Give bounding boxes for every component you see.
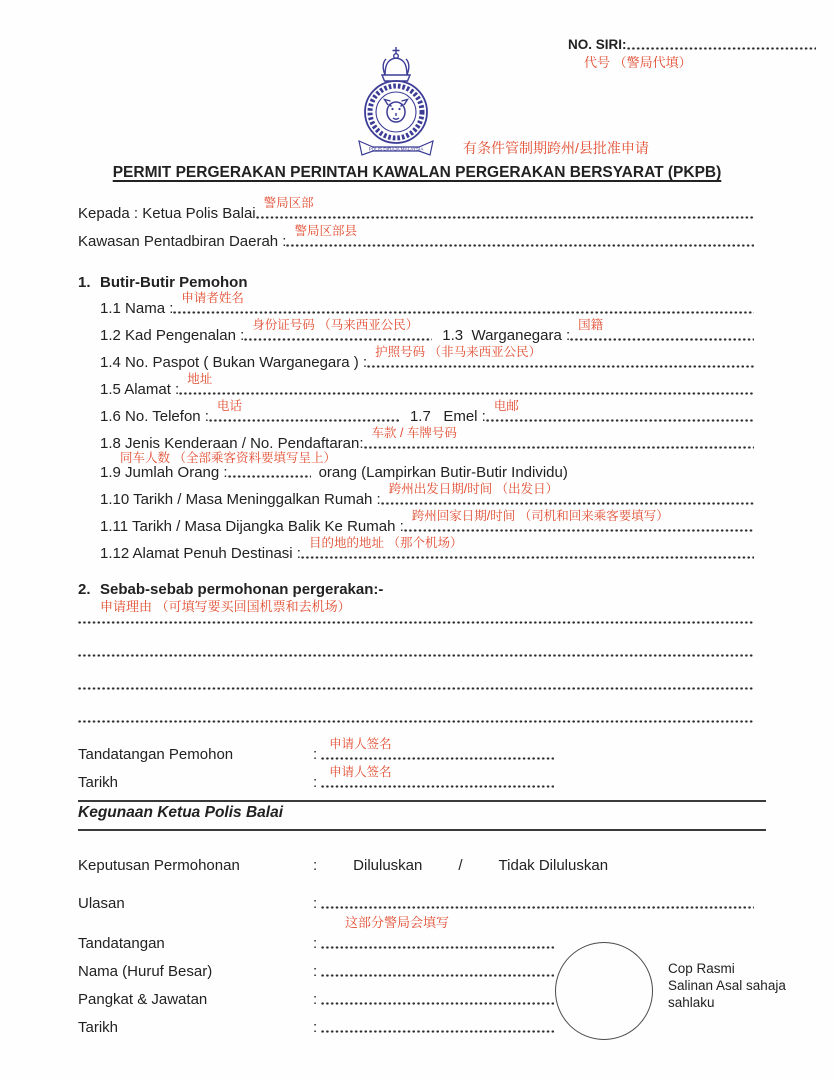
serial-number-annotation: 代号 （警局代填）	[584, 55, 692, 70]
field-annotation: 车款 / 车牌号码	[371, 425, 457, 440]
paspot-input-line[interactable]	[367, 344, 756, 371]
kad-pengenalan-input-line[interactable]	[244, 317, 434, 344]
field-1-4-paspot	[100, 344, 756, 371]
stamp-caption	[668, 960, 786, 1011]
destinasi-input-line[interactable]	[301, 535, 756, 562]
field-label: 1.6 No. Telefon :	[100, 407, 209, 425]
field-label: 1.8 Jenis Kenderaan / No. Pendaftaran:	[100, 434, 364, 452]
pangkat-jawatan-input-line[interactable]	[321, 980, 556, 1008]
police-signature-block	[78, 924, 756, 1036]
serial-number-field	[568, 33, 818, 53]
police-crest-icon	[341, 45, 451, 160]
crest-banner-text: POLIS DIRAJA MALAYSIA	[368, 146, 424, 152]
field-label: Tandatangan	[78, 934, 165, 952]
tarikh-pemohon-input-line[interactable]	[321, 763, 556, 791]
reason-line-1[interactable]	[78, 594, 756, 627]
alamat-input-line[interactable]	[179, 371, 756, 398]
colon: :	[313, 774, 318, 791]
field-1-10-tarikh-keluar	[100, 481, 756, 508]
field-label: Tarikh	[78, 1018, 119, 1036]
section1-heading	[78, 274, 248, 291]
conditional-note: 有条件管制期跨州/县批准申请	[463, 140, 649, 156]
reason-line-2[interactable]	[78, 627, 756, 660]
section1-fields	[78, 290, 756, 562]
field-annotation: 申请者姓名	[181, 290, 244, 305]
colon: :	[313, 1019, 318, 1036]
field-label: 1.10 Tarikh / Masa Meninggalkan Rumah :	[100, 490, 381, 508]
field-pangkat-jawatan	[78, 980, 756, 1008]
section2-number: 2.	[78, 581, 91, 598]
police-fill-note: 这部分警局会填写	[345, 915, 450, 930]
field-1-6-telefon	[100, 398, 756, 425]
field-1-11-tarikh-balik	[100, 508, 756, 535]
form-title: PERMIT PERGERAKAN PERINTAH KAWALAN PERGERAKAN BERSYARAT (PKPB)	[112, 164, 722, 181]
field-annotation: 电话	[216, 398, 242, 413]
field-tandatangan-polis	[78, 924, 756, 952]
field-1-12-destinasi	[100, 535, 756, 562]
field-1-9-jumlah-orang	[100, 465, 756, 481]
emel-input-line[interactable]	[486, 398, 756, 425]
field-annotation: 电邮	[493, 398, 519, 413]
tarikh-polis-input-line[interactable]	[321, 1008, 556, 1036]
stamp-caption-line: sahlaku	[668, 995, 715, 1010]
field-1-8-kenderaan	[100, 425, 756, 452]
tarikh-keluar-input-line[interactable]	[381, 481, 756, 508]
field-label: 1.5 Alamat :	[100, 380, 180, 398]
tandatangan-pemohon-input-line[interactable]	[321, 735, 556, 763]
tandatangan-polis-input-line[interactable]	[321, 924, 556, 952]
field-tandatangan-pemohon	[78, 735, 756, 763]
colon: :	[313, 935, 318, 952]
field-label: 1.12 Alamat Penuh Destinasi :	[100, 544, 301, 562]
tarikh-balik-input-line[interactable]	[404, 508, 756, 535]
option-separator: /	[458, 857, 463, 874]
kepada-input-line[interactable]	[256, 196, 756, 222]
field-label: 1.2 Kad Pengenalan :	[100, 326, 245, 344]
option-tidak-diluluskan[interactable]: Tidak Diluluskan	[498, 857, 609, 874]
official-stamp-circle	[555, 942, 653, 1040]
telefon-input-line[interactable]	[209, 398, 402, 425]
stamp-caption-line: Cop Rasmi	[668, 961, 735, 976]
field-annotation: 申请人签名	[329, 736, 392, 751]
field-tarikh-polis	[78, 1008, 756, 1036]
field-annotation: 申请人签名	[329, 764, 392, 779]
kepada-label: Kepada : Ketua Polis Balai	[78, 204, 256, 222]
field-label: Nama (Huruf Besar)	[78, 962, 213, 980]
colon: :	[313, 857, 318, 874]
police-section-heading: Kegunaan Ketua Polis Balai	[78, 804, 283, 821]
kepada-annotation: 警局区部	[263, 195, 314, 210]
field-annotation: 跨州出发日期/时间 （出发日）	[388, 481, 559, 496]
field-label: 1.4 No. Paspot ( Bukan Warganegara ) :	[100, 353, 368, 371]
reason-line-3[interactable]	[78, 660, 756, 693]
field-label: Tandatangan Pemohon	[78, 745, 234, 763]
option-diluluskan[interactable]: Diluluskan	[353, 857, 423, 874]
jumlah-orang-input-line[interactable]	[228, 465, 313, 481]
colon: :	[313, 991, 318, 1008]
field-annotation: 目的地的地址 （那个机场）	[308, 535, 463, 550]
ulasan-input-line[interactable]	[321, 888, 756, 912]
field-label: Tarikh	[78, 773, 119, 791]
field-1-5-alamat	[100, 371, 756, 398]
field-annotation: 国籍	[578, 317, 604, 332]
jumlah-orang-suffix: orang (Lampirkan Butir-Butir Individu)	[318, 463, 568, 481]
jumlah-orang-annotation: 同车人数 （全部乘客资料要填写呈上）	[120, 451, 336, 465]
divider-bottom	[78, 829, 766, 831]
field-label: Keputusan Permohonan	[78, 856, 240, 874]
field-kawasan	[78, 224, 756, 250]
field-label: Ulasan	[78, 894, 125, 912]
section1-title: Butir-Butir Pemohon	[100, 274, 248, 291]
field-kepada	[78, 196, 756, 222]
field-ulasan	[78, 888, 756, 912]
field-label-warganegara: 1.3 Warganegara :	[442, 326, 571, 344]
field-annotation: 地址	[187, 371, 213, 386]
field-label: 1.9 Jumlah Orang :	[100, 463, 228, 481]
field-annotation: 身份证号码 （马来西亚公民）	[252, 317, 419, 332]
reason-write-area	[78, 594, 756, 726]
field-1-1-nama	[100, 290, 756, 317]
field-label: 1.11 Tarikh / Masa Dijangka Balik Ke Rumah :	[100, 517, 404, 535]
field-tarikh-pemohon	[78, 763, 756, 791]
kenderaan-input-line[interactable]	[364, 425, 756, 452]
reason-line-4[interactable]	[78, 693, 756, 726]
nama-input-line[interactable]	[173, 290, 756, 317]
colon: :	[313, 963, 318, 980]
kawasan-label: Kawasan Pentadbiran Daerah :	[78, 232, 287, 250]
applicant-signature-block	[78, 735, 756, 791]
kawasan-input-line[interactable]	[286, 224, 756, 250]
section2-title: Sebab-sebab permohonan pergerakan:-	[100, 581, 384, 598]
field-1-2-kad-pengenalan	[100, 317, 756, 344]
kawasan-annotation: 警局区部县	[294, 223, 357, 238]
stamp-caption-line: Salinan Asal sahaja	[668, 978, 786, 993]
field-keputusan	[78, 850, 756, 874]
section1-number: 1.	[78, 274, 91, 291]
field-nama-polis	[78, 952, 756, 980]
field-label: 1.1 Nama :	[100, 299, 174, 317]
reason-annotation: 申请理由 （可填写要买回国机票和去机场）	[100, 599, 351, 614]
field-label-emel: 1.7 Emel :	[409, 407, 486, 425]
nama-polis-input-line[interactable]	[321, 952, 556, 980]
warganegara-input-line[interactable]	[570, 317, 756, 344]
divider-top	[78, 800, 766, 802]
serial-number-input-line[interactable]	[627, 33, 818, 53]
field-annotation: 护照号码 （非马来西亚公民）	[375, 344, 542, 359]
field-label: Pangkat & Jawatan	[78, 990, 208, 1008]
serial-number-label: NO. SIRI:	[568, 37, 627, 53]
colon: :	[313, 895, 318, 912]
colon: :	[313, 746, 318, 763]
field-annotation: 跨州回家日期/时间 （司机和回来乘客要填写）	[411, 508, 669, 523]
